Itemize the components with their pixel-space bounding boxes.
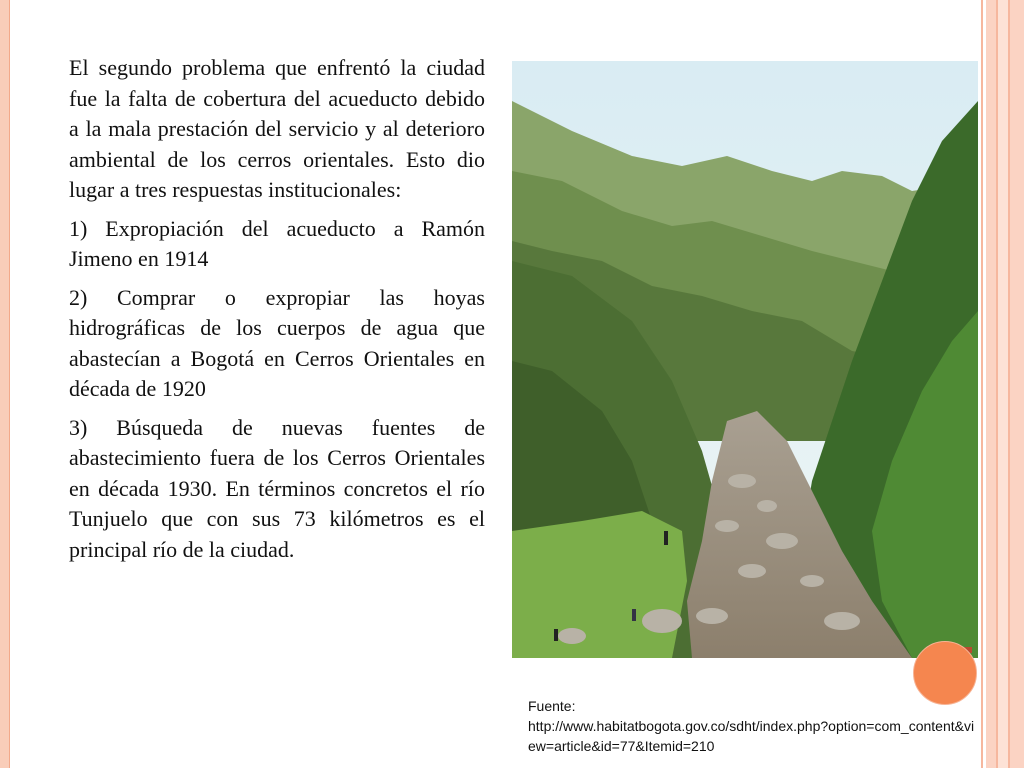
decorative-orange-circle: [913, 641, 977, 705]
caption-label: Fuente:: [528, 698, 576, 714]
right-frame-stripes: [978, 0, 1024, 768]
photo-source-caption: [528, 696, 978, 756]
left-frame-stripe: [0, 0, 10, 768]
paragraph-intro: El segundo problema que enfrentó la ciudad fue la falta de cobertura del acueducto debido a la mala prestación del servicio y al deterioro ambiental de los cerros orientales. Esto dio lugar a tres respuestas institucionales:: [69, 55, 485, 202]
body-text: [69, 53, 485, 573]
paragraph-item-3: 3) Búsqueda de nuevas fuentes de abastecimiento fuera de los Cerros Orientales en década 1930. En términos concretos el río Tunjuelo que con sus 73 kilómetros es el principal río de la ciudad.: [69, 414, 485, 562]
river-valley-photo: [512, 61, 978, 658]
paragraph-item-1: 1) Expropiación del acueducto a Ramón Jimeno en 1914: [69, 215, 485, 271]
caption-url[interactable]: http://www.habitatbogota.gov.co/sdht/index.php?option=com_content&view=article&id=77&Itemid=210: [528, 718, 975, 754]
paragraph-item-2: 2) Comprar o expropiar las hoyas hidrográficas de los cuerpos de agua que abastecían a Bogotá en Cerros Orientales en década de 1920: [69, 284, 485, 401]
